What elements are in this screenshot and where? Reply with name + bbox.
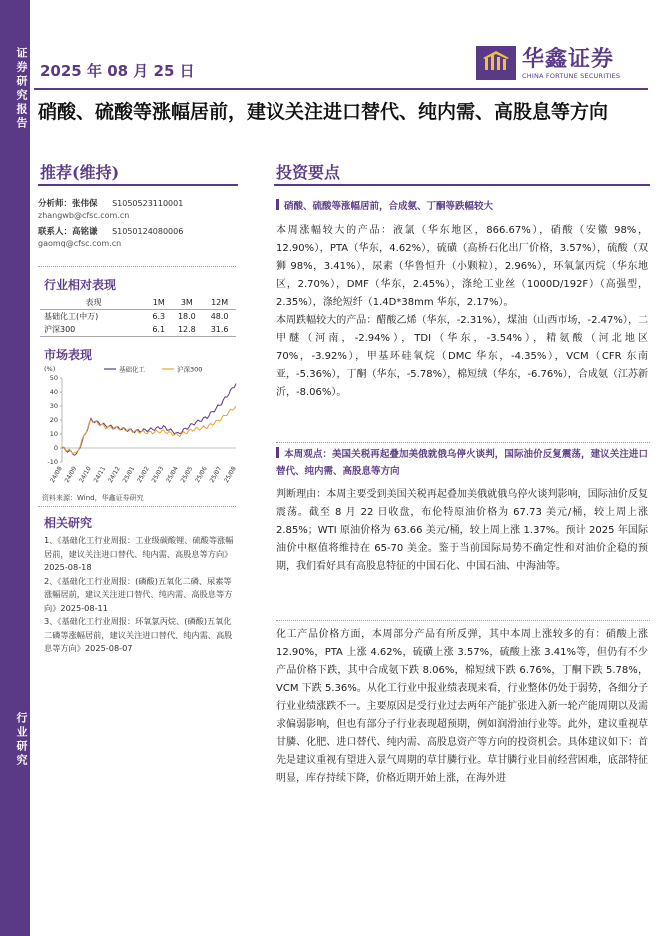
x-tick-label: 25/06 [194,465,209,484]
perf-cell: 48.0 [210,312,229,321]
x-tick-label: 25/04 [165,465,180,484]
company-name-en: CHINA FORTUNE SECURITIES [522,72,621,80]
related-item[interactable]: 3、《基础化工行业周报：环氧氯丙烷、(磷酸)五氧化二磷等涨幅居前，建议关注进口替代、纯内需、高股息等方向》2025-08-07 [44,616,233,653]
key-points-body [276,198,648,402]
paragraph-chem: 化工产品价格方面，本周部分产品有所反弹，其中本周上涨较多的有：硝酸上涨 12.90%，PTA 上涨 4.62%，硫磺上涨 3.57%，硫酸上涨 3.41%等，但仍有不少产品价格下跌，其中合成氨下跌 8.06%，棉短绒下跌 6.76%，丁酮下跌 5.78%，VCM 下跌 5.36%。从化工行业中报业绩表现来看，行业整体仍处于弱势，各细分子行业业绩涨跌不一。主要原因是受行业过去两年产能扩张进入新一轮产能周期以及需求偏弱影响，但也有部分子行业表现超预期，例如润滑油行业等。此外，建议重视草甘膦、化肥、进口替代、纯内需、高股息资产等方向的投资机会。具体建议如下：首先是建议重视有望进入景气周期的草甘膦行业。草甘膦行业目前经营困难，底部特征明显，库存持续下降，价格近期开始上涨，在海外进 [276,629,648,784]
x-tick-label: 25/02 [136,465,151,484]
x-tick-label: 24/12 [107,465,122,484]
company-logo-icon [476,46,516,80]
bullet-bar-icon [276,199,279,210]
x-tick-label: 25/05 [179,465,195,484]
x-tick-label: 25/03 [150,465,166,484]
x-tick-label: 24/09 [63,465,79,484]
sidebar-bottom-label: 行业研究 [15,712,28,768]
bullet-bar-icon [276,447,279,458]
related-item[interactable]: 2、《基础化工行业周报：(磷酸)五氧化二磷、尿素等涨幅居前，建议关注进口替代、纯内需、高股息等方向》2025-08-11 [44,575,233,613]
perf-cell: 31.6 [203,323,236,337]
perf-cell: 18.0 [177,312,196,321]
analyst-2-role: 联系人： [38,227,73,237]
rating-label: 推荐(维持) [40,163,120,182]
legend-label: 沪深300 [177,365,203,374]
perf-cell: 基础化工(中万) [44,312,99,321]
analyst-1-email[interactable]: zhangwb@cfsc.com.cn [38,211,130,220]
subheading-2 [276,446,648,480]
paragraph-down: 本周跌幅较大的产品：醋酸乙烯（华东，-2.31%），煤油（山西市场，-2.47%），二甲醚（河南，-2.94%），TDI（华东，-3.54%），精氨酸（河北地区 70%，-3.92%），甲基环硅氧烷（DMC 华东，-4.35%），VCM（CFR 东南亚，-5.36%），丁酮（华东，-5.78%），棉短绒（华东，-6.76%），合成氨（江苏新沂，-8.06%）。 [276,315,648,398]
table-row [40,323,236,337]
y-tick-label: 50 [49,374,58,383]
related-item[interactable]: 1、《基础化工行业周报：工业级碳酸锂、硫酸等涨幅居前，建议关注进口替代、纯内需、高股息等方向》2025-08-18 [44,535,234,572]
perf-col-header: 12M [203,296,236,310]
paragraph-up: 本周涨幅较大的产品：液氯（华东地区，866.67%），硝酸（安徽 98%，12.90%），PTA（华东，4.62%），硫磺（高桥石化出厂价格，3.57%），硫酸（双狮 98%，3.41%），尿素（华鲁恒升（小颗粒），2.96%），环氧氯丙烷（华东地区，2.70%），DMF（华东，2.45%），涤纶工业丝（1000D/192F）（高强型，2.35%），涤纶短纤（1.4D*38mm 华东，2.17%）。 [276,225,648,308]
legend-label: 基础化工 [119,365,145,374]
subheading-1-text: 硝酸、硫酸等涨幅居前，合成氨、丁酮等跌幅较大 [284,201,494,212]
related-list [44,534,236,656]
subheading-1 [276,198,648,216]
y-tick-label: 30 [49,402,58,411]
perf-cell: 沪深300 [40,323,147,337]
paragraph-judge: 判断理由：本周主要受到美国关税再起叠加美俄就俄乌停火谈判影响，国际油价反复震荡。截至 8 月 22 日收盘，布伦特原油价格为 67.73 美元/桶，较上周上涨 2.85%；WTI 原油价格为 63.66 美元/桶，较上周上涨 1.37%。预计 2025 年国际油价中枢值将维持在 65-70 美金。鉴于当前国际局势不确定性和对油价企稳的预期，我们看好具有高股息特征的中国石化、中国石油、中海油等。 [276,489,648,572]
relative-perf-heading: 行业相对表现 [44,278,117,292]
chem-body [276,626,648,788]
series-line [62,384,236,456]
market-heading: 市场表现 [44,348,93,362]
y-tick-label: 10 [49,430,58,439]
x-tick-label: 24/11 [92,465,108,484]
analyst-2-email[interactable]: gaomq@cfsc.com.cn [38,239,122,248]
table-row [40,310,236,324]
x-tick-label: 25/01 [121,465,137,484]
company-name: 华鑫证券 [522,47,615,72]
market-chart-svg [40,362,240,492]
perf-col-header: 3M [170,296,203,310]
chart-divider [38,506,236,507]
viewpoint-body [276,446,648,576]
x-tick-label: 24/10 [78,465,93,484]
x-tick-label: 24/08 [49,465,64,484]
header-divider [34,88,648,90]
x-tick-label: 25/07 [208,465,224,484]
report-title: 硝酸、硫酸等涨幅居前，建议关注进口替代、纯内需、高股息等方向 [38,101,609,123]
key-points-heading: 投资要点 [276,163,341,182]
sidebar-top-label: 证券研究报告 [15,47,28,131]
y-tick-label: 0 [53,444,58,453]
market-chart [40,362,240,492]
subheading-2-text: 本周观点：美国关税再起叠加美俄就俄乌停火谈判，国际油价反复震荡，建议关注进口替代、纯内需、高股息等方向 [276,449,648,477]
analyst-1-name: 张伟保 [72,199,98,209]
chart-source: 资料来源：Wind，华鑫证券研究 [42,494,144,502]
analyst-divider [38,266,236,267]
section-divider-1 [276,442,650,443]
report-date: 2025 年 08 月 25 日 [40,62,195,80]
analyst-2-name: 高铭谦 [72,227,98,237]
analyst-1-code: S1050523110001 [112,199,184,208]
analyst-1-role: 分析师： [38,199,73,209]
analyst-block [38,198,236,254]
relative-perf-table [40,296,236,337]
analyst-2 [38,226,236,238]
y-tick-label: 20 [49,416,58,425]
analyst-2-code: S1050124080006 [112,227,184,236]
analyst-1 [38,198,236,210]
y-tick-label: -10 [47,458,58,467]
perf-cell: 12.8 [170,323,203,337]
perf-cell: 6.1 [147,323,170,337]
x-tick-label: 25/08 [223,465,238,484]
y-tick-label: 40 [49,388,58,397]
perf-cell: 6.3 [152,312,166,321]
rating-divider [38,184,238,186]
y-axis-unit: (%) [44,365,56,373]
perf-col-header: 表现 [40,296,147,310]
perf-col-header: 1M [147,296,170,310]
key-points-divider [274,184,650,186]
section-divider-2 [276,620,650,621]
related-heading: 相关研究 [44,516,93,530]
